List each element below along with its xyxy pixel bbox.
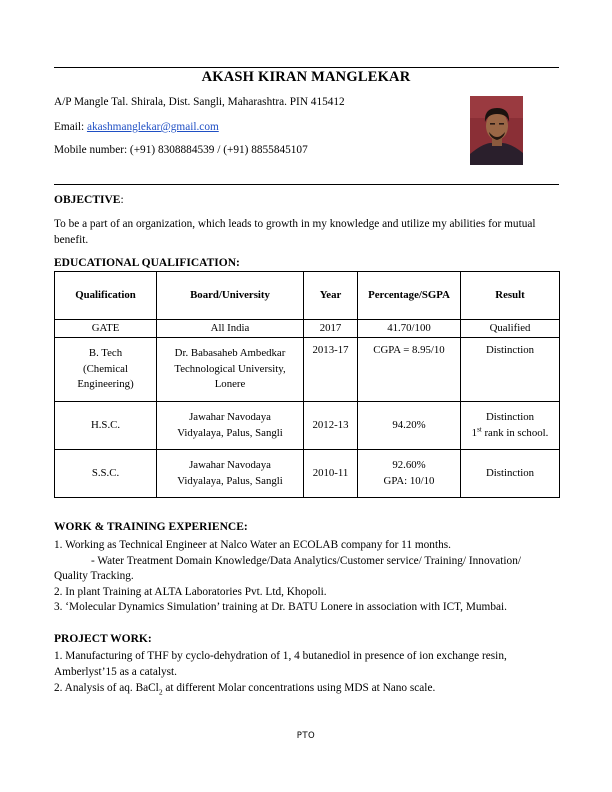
experience-item-3: 3. ‘Molecular Dynamics Simulation’ training at Dr. BATU Lonere in association with ICT, Mumbai. [54, 601, 507, 613]
email-label: Email: [54, 121, 87, 133]
cell-result [461, 402, 560, 450]
top-rule [54, 67, 559, 68]
objective-colon: : [120, 194, 124, 206]
experience-item-1-detail: - Water Treatment Domain Knowledge/Data Analytics/Customer service/ Training/ Innovation/ [91, 555, 521, 567]
project-item-2-text: 2. Analysis of aq. BaCl [54, 682, 159, 694]
cell-qualification [55, 338, 157, 402]
rank-number: 1 [471, 426, 478, 439]
cell-year [304, 338, 358, 402]
mobile-line: Mobile number: (+91) 8308884539 / (+91) 8855845107 [54, 144, 308, 156]
cell-line: Engineering) [77, 378, 134, 391]
cell-line: Distinction [486, 411, 534, 423]
col-header-qualification: Qualification [55, 272, 157, 320]
education-table [54, 271, 560, 498]
rank-line [463, 426, 557, 442]
education-table-header [55, 272, 560, 320]
cell-line: 2013-17 [312, 344, 349, 356]
rank-text: rank in school. [481, 426, 549, 439]
cell-year: 2010-11 [304, 450, 358, 498]
experience-item-1-detail-cont: Quality Tracking. [54, 570, 134, 582]
rank-suffix: st [477, 424, 482, 433]
cell-year: 2012-13 [304, 402, 358, 450]
experience-heading: WORK & TRAINING EXPERIENCE: [54, 521, 248, 533]
project-item-1-cont: Amberlyst’15 as a catalyst. [54, 666, 177, 678]
project-item-2 [54, 682, 435, 696]
objective-heading [54, 194, 124, 206]
cell-result: Qualified [461, 320, 560, 338]
cell-line: Vidyalaya, Palus, Sangli [177, 474, 283, 487]
profile-photo [470, 96, 523, 165]
col-header-score: Percentage/SGPA [358, 272, 461, 320]
table-row [55, 402, 560, 450]
candidate-name: AKASH KIRAN MANGLEKAR [201, 69, 411, 85]
projects-heading: PROJECT WORK: [54, 633, 152, 645]
experience-item-1: 1. Working as Technical Engineer at Nalco Water an ECOLAB company for 11 months. [54, 539, 451, 551]
cell-line: GPA: 10/10 [383, 474, 435, 487]
cell-line: CGPA = 8.95/10 [373, 344, 445, 356]
education-heading: EDUCATIONAL QUALIFICATION: [54, 257, 240, 269]
cell-line: B. Tech [88, 347, 123, 360]
cell-qualification: H.S.C. [55, 402, 157, 450]
cell-score: 94.20% [358, 402, 461, 450]
cell-line: (Chemical [83, 362, 128, 375]
cell-result: Distinction [461, 450, 560, 498]
email-link[interactable]: akashmanglekar@gmail.com [86, 121, 219, 133]
col-header-year: Year [304, 272, 358, 320]
cell-line: Vidyalaya, Palus, Sangli [177, 426, 283, 439]
cell-board: All India [157, 320, 304, 338]
cell-board [157, 402, 304, 450]
email-line [54, 121, 219, 133]
objective-heading-text: OBJECTIVE [54, 194, 121, 206]
cell-score [358, 450, 461, 498]
table-row [55, 338, 560, 402]
cell-line: 92.60% [392, 459, 426, 471]
cell-line: Distinction [486, 344, 534, 356]
project-item-2-text-end: at different Molar concentrations using MDS at Nano scale. [162, 682, 436, 694]
cell-result [461, 338, 560, 402]
col-header-board: Board/University [157, 272, 304, 320]
cell-line: Jawahar Navodaya [189, 459, 271, 471]
cell-line: Dr. Babasaheb Ambedkar [174, 347, 286, 360]
cell-line: Jawahar Navodaya [189, 411, 271, 423]
cell-qualification: S.S.C. [55, 450, 157, 498]
objective-text: To be a part of an organization, which leads to growth in my knowledge and utilize my abilities for mutual benefit. [54, 218, 536, 246]
cell-score: 41.70/100 [358, 320, 461, 338]
cell-year: 2017 [304, 320, 358, 338]
col-header-result: Result [461, 272, 560, 320]
cell-line: Technological University, [174, 362, 286, 375]
profile-photo-image [470, 96, 523, 165]
page-footer-pto: PTO [296, 731, 316, 741]
project-item-2-subscript: 2 [158, 687, 163, 697]
address-line: A/P Mangle Tal. Shirala, Dist. Sangli, Maharashtra. PIN 415412 [54, 96, 345, 108]
table-row [55, 450, 560, 498]
header-divider [54, 184, 559, 185]
experience-item-2: 2. In plant Training at ALTA Laboratories Pvt. Ltd, Khopoli. [54, 586, 327, 598]
cell-score [358, 338, 461, 402]
table-row [55, 320, 560, 338]
cell-qualification: GATE [55, 320, 157, 338]
project-item-1: 1. Manufacturing of THF by cyclo-dehydration of 1, 4 butanediol in presence of ion exchange resin, [54, 650, 507, 662]
cell-board [157, 338, 304, 402]
cell-line: Lonere [214, 378, 246, 391]
cell-board [157, 450, 304, 498]
